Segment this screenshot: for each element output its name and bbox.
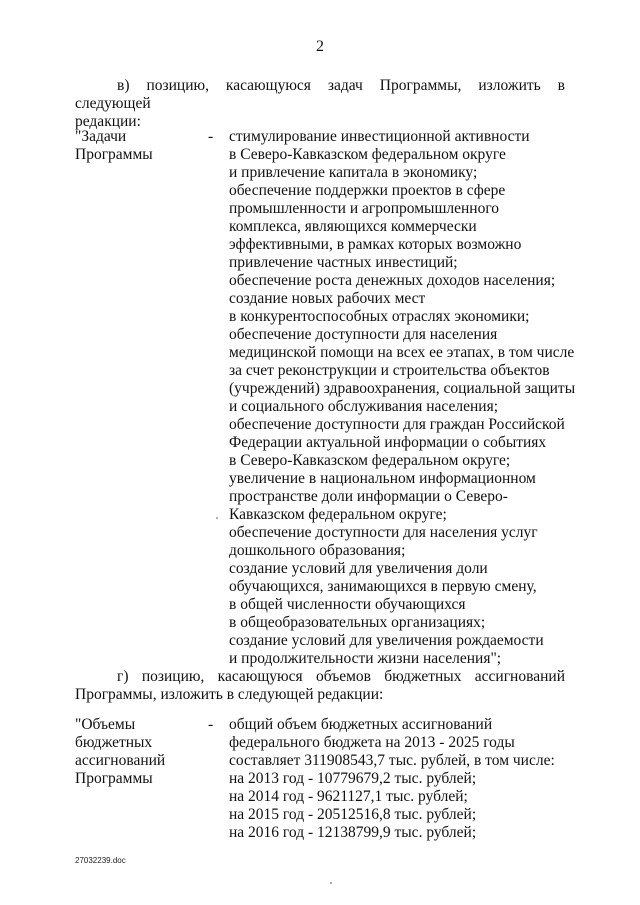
section-v-intro-line-2: редакции: (75, 113, 141, 130)
section-v-intro-line-1: в) позицию, касающуюся задач Программы, изложить в следующей (75, 77, 565, 112)
section-g-label-line: ассигнований (75, 752, 166, 769)
section-v-label-line: Программы (75, 146, 153, 163)
section-v-content-line: Федерации актуальной информации о событиях (229, 434, 547, 451)
section-v-content-line: обеспечение доступности для населения (229, 326, 498, 343)
section-v-content-line: за счет реконструкции и строительства объектов (229, 362, 550, 379)
section-g-content-line: на 2015 год - 20512516,8 тыс. рублей; (229, 806, 477, 823)
section-v-content-line: обеспечение поддержки проектов в сфере (229, 182, 506, 199)
section-v-content-line: и привлечение капитала в экономику; (229, 164, 478, 181)
section-g-intro-line-1: г) позицию, касающуюся объемов бюджетных ассигнований (117, 668, 565, 685)
section-g-content-line: на 2016 год - 12138799,9 тыс. рублей; (229, 824, 477, 841)
section-v-content-line: обеспечение доступности для граждан Российской (229, 416, 565, 433)
section-v-content-line: увеличение в национальном информационном (229, 470, 536, 487)
section-g-content-line: на 2013 год - 10779679,2 тыс. рублей; (229, 770, 477, 787)
section-g-content-line: федерального бюджета на 2013 - 2025 годы (229, 734, 515, 751)
section-g-content-line: составляет 311908543,7 тыс. рублей, в том числе: (229, 752, 555, 769)
section-g-label-line: "Объемы (75, 716, 136, 733)
section-v-content-line: и продолжительности жизни населения"; (229, 650, 502, 667)
page-number: 2 (316, 38, 324, 55)
section-v-content-line: создание новых рабочих мест (229, 290, 426, 307)
section-v-content-line: в конкурентоспособных отраслях экономики; (229, 308, 530, 325)
section-g-intro-line-2: Программы, изложить в следующей редакции: (75, 686, 384, 703)
section-v-content-line: создание условий для увеличения рождаемости (229, 632, 544, 649)
scan-speck (216, 517, 218, 519)
section-g-content (229, 716, 569, 842)
section-v-content-line: обучающихся, занимающихся в первую смену, (229, 578, 537, 595)
section-v-content-line: стимулирование инвестиционной активности (229, 128, 530, 145)
section-v-intro (75, 77, 565, 131)
section-g-dash: - (208, 716, 214, 733)
section-v-content-line: привлечение частных инвестиций; (229, 254, 458, 271)
section-v-content-line: в общеобразовательных организациях; (229, 614, 486, 631)
section-v-content-line: (учреждений) здравоохранения, социальной защиты (229, 380, 576, 397)
section-v-content-line: пространстве доли информации о Северо- (229, 488, 508, 505)
section-g-content-line: на 2014 год - 9621127,1 тыс. рублей; (229, 788, 468, 805)
section-v-content (229, 128, 576, 668)
section-v-content-line: промышленности и агропромышленного (229, 200, 500, 217)
section-g-label (75, 716, 195, 788)
section-v-content-line: Кавказском федеральном округе; (229, 506, 447, 523)
scan-speck (330, 882, 332, 884)
section-v-label-line: "Задачи (75, 128, 127, 145)
section-v-content-line: дошкольного образования; (229, 542, 406, 559)
section-v-content-line: в Северо-Кавказском федеральном округе (229, 146, 506, 163)
section-v-label (75, 128, 195, 164)
section-v-content-line: комплекса, являющихся коммерчески (229, 218, 477, 235)
section-v-content-line: в Северо-Кавказском федеральном округе; (229, 452, 511, 469)
section-v-content-line: медицинской помощи на всех ее этапах, в том числе (229, 344, 575, 361)
section-g-label-line: бюджетных (75, 734, 153, 751)
section-v-content-line: обеспечение доступности для населения услуг (229, 524, 538, 541)
section-v-content-line: эффективными, в рамках которых возможно (229, 236, 522, 253)
section-g-intro (75, 668, 565, 704)
section-g-content-line: общий объем бюджетных ассигнований (229, 716, 493, 733)
section-g-label-line: Программы (75, 770, 153, 787)
document-filename: 27032239.doc (75, 856, 126, 865)
section-v-dash: - (208, 128, 214, 145)
section-v-content-line: и социального обслуживания населения; (229, 398, 499, 415)
section-v-content-line: в общей численности обучающихся (229, 596, 466, 613)
section-v-content-line: создание условий для увеличения доли (229, 560, 488, 577)
section-v-content-line: обеспечение роста денежных доходов населения; (229, 272, 556, 289)
